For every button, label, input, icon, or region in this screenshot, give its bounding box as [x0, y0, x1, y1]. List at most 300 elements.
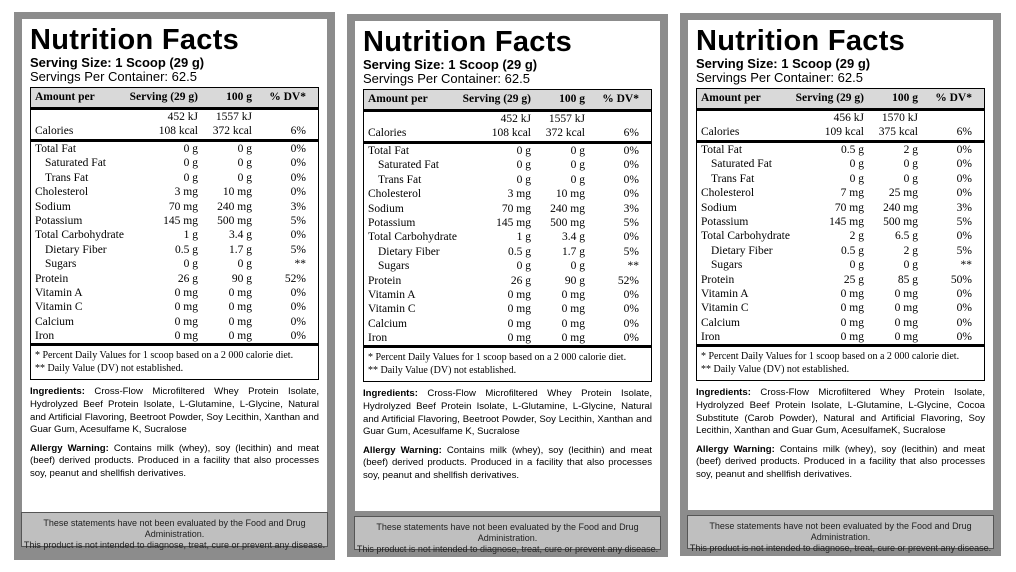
- calories-100g: 372 kcal: [212, 125, 252, 137]
- nutrition-card: [22, 19, 327, 514]
- energy-kj-100g: 1570 kJ: [881, 112, 918, 124]
- nutrient-dv: 50%: [950, 273, 972, 286]
- nutrient-100g: 240 mg: [883, 201, 918, 214]
- table-row: [697, 143, 984, 157]
- nutrient-100g: 0 g: [903, 172, 918, 185]
- nutrition-title: Nutrition Facts: [696, 25, 906, 57]
- header-amount-per: Amount per: [701, 92, 761, 104]
- table-row: [697, 330, 984, 344]
- serving-size: Serving Size: 1 Scoop (29 g): [696, 56, 871, 71]
- nutrient-100g: 500 mg: [550, 216, 585, 229]
- nutrient-dv: 0%: [290, 330, 306, 343]
- nutrition-label-panel-1: [14, 12, 335, 560]
- nutrient-serving: 0 g: [516, 260, 531, 273]
- nutrient-name: Cholesterol: [35, 186, 89, 199]
- nutrient-name: Vitamin C: [701, 302, 749, 315]
- nutrient-serving: 145 mg: [163, 214, 198, 227]
- nutrient-name: Trans Fat: [45, 171, 89, 184]
- ingredients-label: Ingredients:: [696, 387, 751, 399]
- table-row: [31, 156, 318, 170]
- table-row: [31, 286, 318, 300]
- table-row: [31, 329, 318, 343]
- nutrient-serving: 0.5 g: [508, 245, 531, 258]
- nutrient-dv: 5%: [956, 244, 972, 257]
- table-row: [364, 259, 651, 273]
- table-row: [364, 245, 651, 259]
- nutrient-serving: 0 g: [516, 159, 531, 172]
- table-row: [31, 243, 318, 257]
- nutrient-100g: 85 g: [897, 273, 918, 286]
- nutrient-100g: 3.4 g: [562, 231, 585, 244]
- nutrient-100g: 240 mg: [550, 202, 585, 215]
- nutrient-100g: 0 mg: [228, 286, 252, 299]
- nutrient-name: Total Carbohydrate: [368, 231, 457, 244]
- nutrient-100g: 0 g: [237, 171, 252, 184]
- nutrient-100g: 240 mg: [217, 200, 252, 213]
- nutrition-table: [30, 87, 319, 380]
- nutrient-100g: 90 g: [564, 274, 585, 287]
- nutrient-name: Sugars: [45, 258, 77, 271]
- nutrient-serving: 0 mg: [174, 286, 198, 299]
- nutrient-name: Protein: [368, 274, 402, 287]
- nutrient-100g: 0 mg: [894, 287, 918, 300]
- header-serving: Serving (29 g): [795, 92, 864, 104]
- nutrient-name: Iron: [35, 330, 55, 343]
- header-100g: 100 g: [226, 91, 252, 103]
- table-row: [31, 171, 318, 185]
- calories-label: Calories: [368, 127, 407, 139]
- nutrient-100g: 500 mg: [217, 214, 252, 227]
- nutrient-100g: 500 mg: [883, 215, 918, 228]
- nutrient-100g: 0 g: [570, 145, 585, 157]
- nutrient-name: Vitamin A: [35, 286, 83, 299]
- header-dv: % DV*: [935, 92, 972, 104]
- nutrient-serving: 70 mg: [834, 201, 864, 214]
- nutrient-100g: 0 mg: [894, 331, 918, 344]
- table-row: [31, 315, 318, 329]
- nutrient-serving: 0 g: [183, 143, 198, 155]
- energy-kj-row: [31, 110, 318, 124]
- nutrient-100g: 0 mg: [894, 316, 918, 329]
- table-header: [31, 88, 318, 110]
- nutrient-name: Sodium: [35, 200, 71, 213]
- table-row: [697, 258, 984, 272]
- nutrient-100g: 0 mg: [894, 302, 918, 315]
- fda-disclaimer: [21, 512, 328, 550]
- nutrient-serving: 0 mg: [840, 331, 864, 344]
- nutrient-name: Iron: [368, 332, 388, 345]
- ingredients-label: Ingredients:: [363, 388, 418, 400]
- nutrient-name: Cholesterol: [701, 187, 755, 200]
- table-row: [31, 272, 318, 286]
- nutrient-name: Calcium: [35, 315, 74, 328]
- nutrient-name: Total Fat: [35, 143, 77, 155]
- ingredients-text: Cross-Flow Microfiltered Whey Protein Isolate, Hydrolyzed Beef Protein Isolate, L-Glutamine, L-Glycine, Cocoa Substitute (Carob Powder), Natural and Artificial Flavoring, Soy Lecithin, Xanthan and Guar Gum, AcesulfameK, Sucralose: [696, 387, 985, 437]
- table-row: [697, 287, 984, 301]
- header-100g: 100 g: [559, 93, 585, 105]
- nutrient-dv: 5%: [290, 243, 306, 256]
- nutrient-100g: 0 mg: [561, 303, 585, 316]
- nutrient-dv: 0%: [623, 288, 639, 301]
- table-row: [697, 215, 984, 229]
- nutrient-100g: 0 g: [903, 158, 918, 171]
- nutrient-name: Saturated Fat: [45, 157, 106, 170]
- disclaimer-line-1: These statements have not been evaluated by the Food and Drug Administration.: [43, 518, 306, 539]
- table-row: [364, 202, 651, 216]
- nutrient-dv: 0%: [623, 173, 639, 186]
- nutrition-label-panel-3: [680, 13, 1001, 556]
- table-row: [31, 214, 318, 228]
- nutrient-serving: 0 mg: [174, 330, 198, 343]
- nutrient-name: Total Carbohydrate: [35, 229, 124, 242]
- table-row: [697, 229, 984, 243]
- nutrient-name: Vitamin C: [35, 301, 83, 314]
- ingredients-text: Cross-Flow Microfiltered Whey Protein Isolate, Hydrolyzed Beef Protein Isolate, L-Glutamine, L-Glycine, Natural and Artificial Flavoring, Beetroot Powder, Soy Lecithin, Xanthan and Guar Gum, Acesulfame K, Sucralose: [363, 388, 652, 438]
- nutrient-name: Protein: [701, 273, 735, 286]
- table-row: [364, 216, 651, 230]
- nutrient-100g: 90 g: [231, 272, 252, 285]
- nutrient-serving: 3 mg: [507, 188, 531, 201]
- nutrient-rows: [364, 144, 651, 345]
- disclaimer-line-2: This product is not intended to diagnose, treat, cure or prevent any disease.: [23, 540, 326, 550]
- nutrient-rows: [697, 143, 984, 344]
- nutrient-name: Dietary Fiber: [711, 244, 773, 257]
- table-row: [31, 300, 318, 314]
- energy-kj-row: [364, 112, 651, 126]
- nutrient-100g: 0 mg: [228, 330, 252, 343]
- nutrient-serving: 2 g: [849, 230, 864, 243]
- nutrient-serving: 7 mg: [840, 187, 864, 200]
- nutrient-serving: 0 mg: [174, 301, 198, 314]
- nutrient-name: Total Fat: [368, 145, 410, 157]
- energy-kj-row: [697, 111, 984, 125]
- nutrient-dv: 0%: [956, 158, 972, 171]
- energy-kj-serving: 452 kJ: [167, 111, 198, 123]
- nutrient-serving: 145 mg: [496, 216, 531, 229]
- disclaimer-line-1: These statements have not been evaluated by the Food and Drug Administration.: [376, 522, 639, 543]
- nutrient-name: Trans Fat: [711, 172, 755, 185]
- nutrient-dv: 0%: [623, 332, 639, 345]
- nutrient-serving: 0.5 g: [841, 144, 864, 156]
- ingredients-text: Cross-Flow Microfiltered Whey Protein Isolate, Hydrolyzed Beef Protein Isolate, L-Glutamine, L-Glycine, Natural and Artificial Flavoring, Beetroot Powder, Soy Lecithin, Xanthan and Guar Gum, Acesulfame K, Sucralose: [30, 386, 319, 436]
- nutrient-dv: 0%: [290, 301, 306, 314]
- calories-dv: 6%: [623, 127, 639, 139]
- allergy-warning: [30, 443, 319, 481]
- nutrient-100g: 10 mg: [222, 186, 252, 199]
- nutrient-dv: 5%: [623, 245, 639, 258]
- nutrient-name: Dietary Fiber: [45, 243, 107, 256]
- allergy-label: Allergy Warning:: [363, 444, 442, 456]
- ingredients: [363, 388, 652, 438]
- nutrient-dv: 0%: [290, 186, 306, 199]
- table-row: [364, 158, 651, 172]
- servings-per-container: Servings Per Container: 62.5: [30, 69, 197, 84]
- nutrient-100g: 0 mg: [228, 301, 252, 314]
- nutrient-rows: [31, 142, 318, 343]
- table-row: [364, 317, 651, 331]
- nutrient-serving: 0 g: [183, 157, 198, 170]
- footnote-percent-dv: * Percent Daily Values for 1 scoop based on a 2 000 calorie diet.: [35, 350, 294, 362]
- allergy-text: Contains milk (whey), soy (lecithin) and meat (beef) derived products. Produced in a facility that also processes soy, peanut and shellfish derivatives.: [363, 444, 652, 482]
- serving-size: Serving Size: 1 Scoop (29 g): [30, 55, 205, 70]
- nutrient-100g: 10 mg: [555, 188, 585, 201]
- nutrient-name: Potassium: [35, 214, 83, 227]
- nutrient-dv: **: [960, 259, 972, 272]
- nutrient-100g: 0 g: [570, 173, 585, 186]
- nutrient-dv: 0%: [956, 187, 972, 200]
- nutrient-name: Vitamin A: [368, 288, 416, 301]
- calories-serving: 108 kcal: [491, 127, 531, 139]
- nutrient-serving: 0 mg: [840, 302, 864, 315]
- nutrient-name: Saturated Fat: [711, 158, 772, 171]
- nutrient-dv: 0%: [290, 286, 306, 299]
- nutrient-100g: 0 mg: [561, 288, 585, 301]
- header-dv: % DV*: [269, 91, 306, 103]
- nutrient-serving: 25 g: [843, 273, 864, 286]
- table-row: [31, 257, 318, 271]
- nutrient-100g: 0 mg: [561, 332, 585, 345]
- nutrient-dv: 0%: [956, 172, 972, 185]
- nutrient-dv: 52%: [617, 274, 639, 287]
- table-row: [697, 301, 984, 315]
- nutrient-name: Sugars: [711, 259, 743, 272]
- header-serving: Serving (29 g): [129, 91, 198, 103]
- nutrient-serving: 0 g: [183, 258, 198, 271]
- nutrient-dv: 5%: [290, 214, 306, 227]
- nutrient-dv: 3%: [290, 200, 306, 213]
- nutrient-name: Potassium: [701, 215, 749, 228]
- calories-dv: 6%: [290, 125, 306, 137]
- table-row: [697, 244, 984, 258]
- footnote-dv-not-established: ** Daily Value (DV) not established.: [368, 364, 517, 376]
- allergy-warning: [363, 445, 652, 483]
- allergy-warning: [696, 444, 985, 482]
- nutrient-dv: 0%: [290, 315, 306, 328]
- nutrient-dv: 0%: [623, 188, 639, 201]
- calories-row: [364, 126, 651, 144]
- calories-100g: 375 kcal: [878, 126, 918, 138]
- nutrient-name: Saturated Fat: [378, 159, 439, 172]
- nutrient-name: Total Fat: [701, 144, 743, 156]
- nutrient-100g: 2 g: [903, 144, 918, 156]
- header-dv: % DV*: [602, 93, 639, 105]
- nutrient-100g: 3.4 g: [229, 229, 252, 242]
- energy-kj-100g: 1557 kJ: [215, 111, 252, 123]
- nutrient-serving: 3 mg: [174, 186, 198, 199]
- nutrient-serving: 1 g: [516, 231, 531, 244]
- nutrient-serving: 0.5 g: [175, 243, 198, 256]
- table-row: [364, 144, 651, 158]
- table-row: [31, 228, 318, 242]
- servings-per-container: Servings Per Container: 62.5: [696, 70, 863, 85]
- energy-kj-serving: 456 kJ: [833, 112, 864, 124]
- header-amount-per: Amount per: [35, 91, 95, 103]
- nutrient-name: Calcium: [368, 317, 407, 330]
- nutrient-100g: 25 mg: [888, 187, 918, 200]
- nutrient-dv: 0%: [956, 331, 972, 344]
- table-row: [697, 201, 984, 215]
- nutrient-name: Sodium: [368, 202, 404, 215]
- footnote-percent-dv: * Percent Daily Values for 1 scoop based on a 2 000 calorie diet.: [368, 352, 627, 364]
- table-row: [697, 172, 984, 186]
- table-header: [697, 89, 984, 111]
- nutrient-serving: 0 mg: [507, 317, 531, 330]
- nutrient-serving: 70 mg: [501, 202, 531, 215]
- nutrient-name: Vitamin A: [701, 287, 749, 300]
- nutrient-name: Sugars: [378, 260, 410, 273]
- nutrient-dv: 5%: [623, 216, 639, 229]
- disclaimer-line-2: This product is not intended to diagnose, treat, cure or prevent any disease.: [689, 543, 992, 553]
- nutrient-serving: 0 mg: [507, 332, 531, 345]
- header-serving: Serving (29 g): [462, 93, 531, 105]
- table-row: [364, 173, 651, 187]
- ingredients: [30, 386, 319, 436]
- allergy-label: Allergy Warning:: [696, 443, 775, 455]
- calories-serving: 108 kcal: [158, 125, 198, 137]
- nutrient-name: Trans Fat: [378, 173, 422, 186]
- nutrient-name: Protein: [35, 272, 69, 285]
- nutrient-serving: 0.5 g: [841, 244, 864, 257]
- nutrient-100g: 1.7 g: [229, 243, 252, 256]
- nutrient-dv: 0%: [623, 303, 639, 316]
- nutrient-serving: 0 mg: [507, 303, 531, 316]
- nutrient-serving: 0 mg: [840, 287, 864, 300]
- nutrient-dv: 0%: [623, 317, 639, 330]
- nutrient-dv: 3%: [956, 201, 972, 214]
- nutrient-name: Vitamin C: [368, 303, 416, 316]
- nutrient-100g: 0 mg: [561, 317, 585, 330]
- nutrient-dv: 0%: [956, 144, 972, 156]
- nutrient-serving: 0 mg: [507, 288, 531, 301]
- nutrient-serving: 0 g: [849, 158, 864, 171]
- nutrient-dv: 0%: [956, 287, 972, 300]
- nutrient-dv: **: [627, 260, 639, 273]
- footnotes: [364, 345, 651, 381]
- allergy-text: Contains milk (whey), soy (lecithin) and meat (beef) derived products. Produced in a facility that also processes soy, peanut and shellfish derivatives.: [30, 442, 319, 480]
- nutrient-100g: 2 g: [903, 244, 918, 257]
- nutrient-name: Dietary Fiber: [378, 245, 440, 258]
- table-row: [31, 185, 318, 199]
- calories-serving: 109 kcal: [824, 126, 864, 138]
- disclaimer-line-2: This product is not intended to diagnose, treat, cure or prevent any disease.: [356, 544, 659, 554]
- nutrient-dv: 52%: [284, 272, 306, 285]
- header-amount-per: Amount per: [368, 93, 428, 105]
- nutrient-100g: 1.7 g: [562, 245, 585, 258]
- ingredients-label: Ingredients:: [30, 386, 85, 398]
- nutrient-100g: 0 g: [237, 258, 252, 271]
- calories-dv: 6%: [956, 126, 972, 138]
- nutrient-100g: 0 g: [237, 143, 252, 155]
- table-row: [364, 274, 651, 288]
- nutrient-dv: 0%: [290, 143, 306, 155]
- nutrition-table: [696, 88, 985, 381]
- nutrient-serving: 0 mg: [840, 316, 864, 329]
- nutrition-label-panel-2: [347, 14, 668, 557]
- calories-label: Calories: [701, 126, 740, 138]
- fda-disclaimer: [354, 516, 661, 554]
- serving-size: Serving Size: 1 Scoop (29 g): [363, 57, 538, 72]
- calories-row: [31, 124, 318, 142]
- footnote-percent-dv: * Percent Daily Values for 1 scoop based on a 2 000 calorie diet.: [701, 351, 960, 363]
- footnote-dv-not-established: ** Daily Value (DV) not established.: [701, 363, 850, 375]
- nutrient-name: Sodium: [701, 201, 737, 214]
- nutrient-name: Calcium: [701, 316, 740, 329]
- nutrient-dv: 5%: [956, 215, 972, 228]
- nutrient-dv: 0%: [623, 145, 639, 157]
- nutrient-100g: 6.5 g: [895, 230, 918, 243]
- energy-kj-serving: 452 kJ: [500, 113, 531, 125]
- table-row: [364, 331, 651, 345]
- footnote-dv-not-established: ** Daily Value (DV) not established.: [35, 362, 184, 374]
- nutrient-serving: 70 mg: [168, 200, 198, 213]
- nutrient-name: Potassium: [368, 216, 416, 229]
- nutrient-serving: 0 mg: [174, 315, 198, 328]
- nutrient-name: Total Carbohydrate: [701, 230, 790, 243]
- table-row: [364, 187, 651, 201]
- table-row: [364, 302, 651, 316]
- nutrient-100g: 0 g: [237, 157, 252, 170]
- nutrient-serving: 0 g: [516, 145, 531, 157]
- nutrient-serving: 0 g: [516, 173, 531, 186]
- nutrient-dv: 0%: [956, 316, 972, 329]
- nutrient-dv: **: [294, 258, 306, 271]
- table-row: [697, 273, 984, 287]
- table-header: [364, 90, 651, 112]
- servings-per-container: Servings Per Container: 62.5: [363, 71, 530, 86]
- nutrient-dv: 0%: [623, 159, 639, 172]
- nutrient-serving: 0 g: [849, 259, 864, 272]
- nutrition-card: [688, 20, 993, 510]
- nutrient-dv: 0%: [290, 229, 306, 242]
- calories-row: [697, 125, 984, 143]
- table-row: [364, 230, 651, 244]
- nutrition-title: Nutrition Facts: [30, 24, 240, 56]
- nutrient-serving: 26 g: [177, 272, 198, 285]
- nutrition-card: [355, 21, 660, 511]
- nutrient-100g: 0 g: [570, 260, 585, 273]
- nutrient-name: Cholesterol: [368, 188, 422, 201]
- table-row: [697, 186, 984, 200]
- nutrient-dv: 3%: [623, 202, 639, 215]
- footnotes: [31, 343, 318, 379]
- calories-100g: 372 kcal: [545, 127, 585, 139]
- ingredients: [696, 387, 985, 437]
- nutrient-100g: 0 mg: [228, 315, 252, 328]
- nutrient-dv: 0%: [956, 230, 972, 243]
- nutrient-dv: 0%: [290, 157, 306, 170]
- nutrient-serving: 0 g: [183, 171, 198, 184]
- nutrient-serving: 26 g: [510, 274, 531, 287]
- table-row: [31, 200, 318, 214]
- nutrient-dv: 0%: [956, 302, 972, 315]
- disclaimer-line-1: These statements have not been evaluated by the Food and Drug Administration.: [709, 521, 972, 542]
- table-row: [364, 288, 651, 302]
- energy-kj-100g: 1557 kJ: [548, 113, 585, 125]
- table-row: [697, 316, 984, 330]
- nutrient-100g: 0 g: [570, 159, 585, 172]
- nutrient-name: Iron: [701, 331, 721, 344]
- fda-disclaimer: [687, 515, 994, 553]
- nutrient-serving: 0 g: [849, 172, 864, 185]
- nutrient-serving: 145 mg: [829, 215, 864, 228]
- allergy-label: Allergy Warning:: [30, 442, 109, 454]
- nutrient-dv: 0%: [290, 171, 306, 184]
- nutrient-dv: 0%: [623, 231, 639, 244]
- nutrition-title: Nutrition Facts: [363, 26, 573, 58]
- table-row: [31, 142, 318, 156]
- nutrition-table: [363, 89, 652, 382]
- calories-label: Calories: [35, 125, 74, 137]
